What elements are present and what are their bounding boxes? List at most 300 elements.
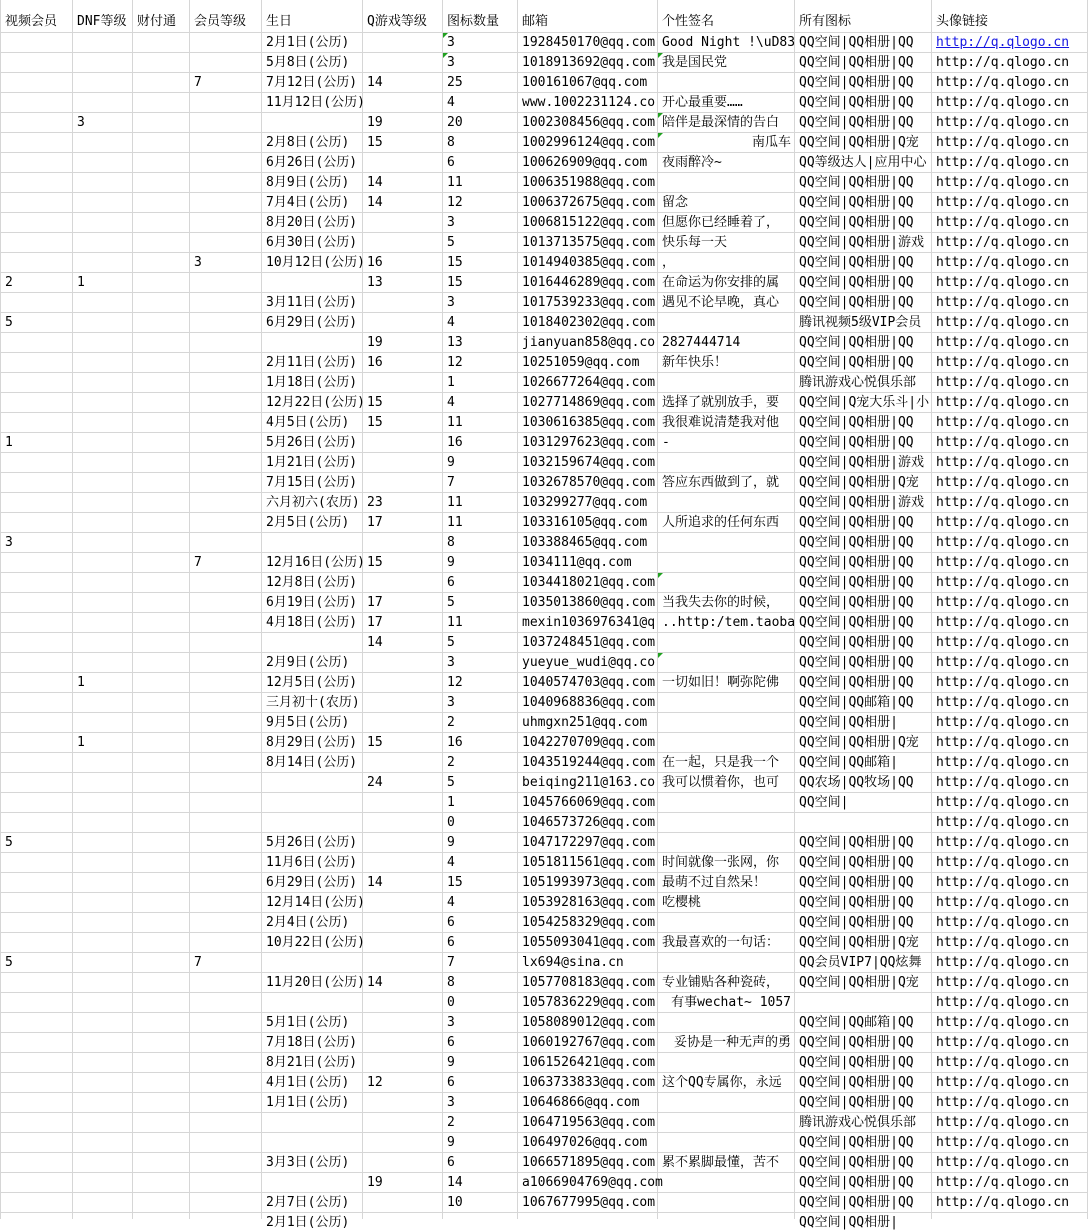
cell-member-level[interactable]: [190, 853, 262, 873]
cell-qgame-level[interactable]: [363, 1193, 443, 1213]
cell-qgame-level[interactable]: [363, 933, 443, 953]
avatar-hyperlink[interactable]: http://q.qlogo.cn: [932, 33, 1088, 53]
cell-all-icons[interactable]: QQ空间|QQ相册|QQ: [795, 873, 932, 893]
cell-dnf-level[interactable]: 3: [73, 113, 133, 133]
cell-avatar-link[interactable]: http://q.qlogo.cn: [932, 913, 1088, 933]
cell-tenpay[interactable]: [133, 533, 190, 553]
cell-dnf-level[interactable]: [73, 613, 133, 633]
cell-birthday[interactable]: [262, 773, 363, 793]
cell-icon-count[interactable]: 3: [443, 213, 518, 233]
cell-video-vip[interactable]: [0, 993, 73, 1013]
cell-video-vip[interactable]: [0, 133, 73, 153]
cell-dnf-level[interactable]: 1: [73, 673, 133, 693]
cell-signature[interactable]: [658, 1013, 795, 1033]
cell-video-vip[interactable]: 1: [0, 433, 73, 453]
cell-email[interactable]: 1013713575@qq.com: [518, 233, 658, 253]
cell-avatar-link[interactable]: http://q.qlogo.cn: [932, 493, 1088, 513]
cell-qgame-level[interactable]: [363, 673, 443, 693]
cell-email[interactable]: jianyuan858@qq.co: [518, 333, 658, 353]
cell-email[interactable]: 1035013860@qq.com: [518, 593, 658, 613]
cell-dnf-level[interactable]: 1: [73, 273, 133, 293]
cell-dnf-level[interactable]: [73, 833, 133, 853]
cell-all-icons[interactable]: 腾讯游戏心悦俱乐部: [795, 1113, 932, 1133]
cell-all-icons[interactable]: 腾讯视频5级VIP会员: [795, 313, 932, 333]
cell-email[interactable]: 1006372675@qq.com: [518, 193, 658, 213]
cell-dnf-level[interactable]: [73, 1013, 133, 1033]
cell-all-icons[interactable]: QQ空间|QQ相册|: [795, 713, 932, 733]
cell-birthday[interactable]: 1月18日(公历): [262, 373, 363, 393]
cell-dnf-level[interactable]: [73, 653, 133, 673]
cell-member-level[interactable]: 7: [190, 553, 262, 573]
cell-qgame-level[interactable]: [363, 373, 443, 393]
cell-member-level[interactable]: [190, 173, 262, 193]
cell-dnf-level[interactable]: [73, 373, 133, 393]
cell-all-icons[interactable]: QQ空间|QQ相册|QQ: [795, 333, 932, 353]
cell-email[interactable]: 1051993973@qq.com: [518, 873, 658, 893]
cell-video-vip[interactable]: [0, 893, 73, 913]
cell-email[interactable]: 1058089012@qq.com: [518, 1013, 658, 1033]
cell-tenpay[interactable]: [133, 593, 190, 613]
cell-tenpay[interactable]: [133, 953, 190, 973]
cell-all-icons[interactable]: QQ空间|QQ相册|QQ: [795, 93, 932, 113]
cell-email[interactable]: 1047172297@qq.com: [518, 833, 658, 853]
cell-birthday[interactable]: 10月22日(公历): [262, 933, 363, 953]
cell-dnf-level[interactable]: [73, 633, 133, 653]
cell-email[interactable]: 1037248451@qq.com: [518, 633, 658, 653]
cell-dnf-level[interactable]: [73, 53, 133, 73]
cell-signature[interactable]: 有事wechat~ 1057: [658, 993, 795, 1013]
cell-avatar-link[interactable]: http://q.qlogo.cn: [932, 753, 1088, 773]
cell-qgame-level[interactable]: [363, 153, 443, 173]
cell-email[interactable]: 1040574703@qq.com: [518, 673, 658, 693]
cell-tenpay[interactable]: [133, 1133, 190, 1153]
cell-signature[interactable]: [658, 573, 795, 593]
cell-birthday[interactable]: [262, 1113, 363, 1133]
cell-member-level[interactable]: [190, 1113, 262, 1133]
cell-all-icons[interactable]: QQ空间|QQ相册|QQ: [795, 533, 932, 553]
cell-qgame-level[interactable]: [363, 1033, 443, 1053]
cell-birthday[interactable]: 5月26日(公历): [262, 433, 363, 453]
cell-dnf-level[interactable]: [73, 293, 133, 313]
cell-birthday[interactable]: 7月15日(公历): [262, 473, 363, 493]
cell-qgame-level[interactable]: 19: [363, 113, 443, 133]
cell-video-vip[interactable]: [0, 693, 73, 713]
cell-icon-count[interactable]: 12: [443, 673, 518, 693]
cell-qgame-level[interactable]: 12: [363, 1073, 443, 1093]
cell-icon-count[interactable]: 11: [443, 513, 518, 533]
cell-all-icons[interactable]: QQ空间|QQ相册|QQ: [795, 1033, 932, 1053]
cell-signature[interactable]: 这个QQ专属你，永远: [658, 1073, 795, 1093]
cell-qgame-level[interactable]: [363, 833, 443, 853]
cell-email[interactable]: 1046573726@qq.com: [518, 813, 658, 833]
cell-birthday[interactable]: 2月1日(公历): [262, 33, 363, 53]
cell-tenpay[interactable]: [133, 1073, 190, 1093]
cell-all-icons[interactable]: QQ空间|QQ相册|游戏: [795, 233, 932, 253]
cell-birthday[interactable]: 7月4日(公历): [262, 193, 363, 213]
cell-dnf-level[interactable]: [73, 1153, 133, 1173]
column-header-tenpay[interactable]: 财付通: [133, 0, 190, 33]
cell-email[interactable]: 1017539233@qq.com: [518, 293, 658, 313]
cell-avatar-link[interactable]: http://q.qlogo.cn: [932, 1153, 1088, 1173]
cell-tenpay[interactable]: [133, 1053, 190, 1073]
cell-all-icons[interactable]: QQ空间|QQ相册|QQ: [795, 673, 932, 693]
cell-avatar-link[interactable]: http://q.qlogo.cn: [932, 733, 1088, 753]
cell-all-icons[interactable]: [795, 813, 932, 833]
cell-video-vip[interactable]: [0, 53, 73, 73]
cell-video-vip[interactable]: [0, 873, 73, 893]
cell-qgame-level[interactable]: [363, 813, 443, 833]
cell-dnf-level[interactable]: [73, 893, 133, 913]
cell-dnf-level[interactable]: [73, 513, 133, 533]
cell-member-level[interactable]: [190, 113, 262, 133]
cell-signature[interactable]: [658, 173, 795, 193]
cell-icon-count[interactable]: 3: [443, 693, 518, 713]
cell-signature[interactable]: [658, 813, 795, 833]
cell-avatar-link[interactable]: http://q.qlogo.cn: [932, 1053, 1088, 1073]
cell-icon-count[interactable]: 9: [443, 453, 518, 473]
cell-signature[interactable]: 累不累脚最懂，苦不: [658, 1153, 795, 1173]
cell-dnf-level[interactable]: [73, 853, 133, 873]
cell-avatar-link[interactable]: http://q.qlogo.cn: [932, 573, 1088, 593]
cell-email[interactable]: 1057708183@qq.com: [518, 973, 658, 993]
cell-signature[interactable]: 选择了就别放手，要: [658, 393, 795, 413]
cell-icon-count[interactable]: 6: [443, 573, 518, 593]
cell-icon-count[interactable]: 2: [443, 753, 518, 773]
cell-email[interactable]: 1064719563@qq.com: [518, 1113, 658, 1133]
cell-qgame-level[interactable]: 15: [363, 553, 443, 573]
cell-email[interactable]: 1030616385@qq.com: [518, 413, 658, 433]
cell-dnf-level[interactable]: [73, 753, 133, 773]
cell-birthday[interactable]: 6月26日(公历): [262, 153, 363, 173]
cell-member-level[interactable]: [190, 1153, 262, 1173]
cell-signature[interactable]: 新年快乐！: [658, 353, 795, 373]
cell-tenpay[interactable]: [133, 853, 190, 873]
cell-avatar-link[interactable]: http://q.qlogo.cn: [932, 353, 1088, 373]
cell-video-vip[interactable]: [0, 553, 73, 573]
cell-signature[interactable]: [658, 1133, 795, 1153]
cell-avatar-link[interactable]: http://q.qlogo.cn: [932, 1173, 1088, 1193]
cell-video-vip[interactable]: 5: [0, 313, 73, 333]
cell-avatar-link[interactable]: http://q.qlogo.cn: [932, 73, 1088, 93]
cell-dnf-level[interactable]: [73, 153, 133, 173]
cell-all-icons[interactable]: QQ空间|QQ邮箱|QQ: [795, 1013, 932, 1033]
cell-birthday[interactable]: 11月6日(公历): [262, 853, 363, 873]
cell-icon-count[interactable]: 0: [443, 813, 518, 833]
cell-video-vip[interactable]: [0, 1113, 73, 1133]
cell-member-level[interactable]: [190, 193, 262, 213]
cell-icon-count[interactable]: 9: [443, 1133, 518, 1153]
cell-signature[interactable]: 但愿你已经睡着了，: [658, 213, 795, 233]
cell-qgame-level[interactable]: [363, 533, 443, 553]
cell-member-level[interactable]: [190, 133, 262, 153]
cell-tenpay[interactable]: [133, 1033, 190, 1053]
cell-signature[interactable]: 陪伴是最深情的告白: [658, 113, 795, 133]
cell-icon-count[interactable]: 6: [443, 1153, 518, 1173]
cell-qgame-level[interactable]: [363, 713, 443, 733]
cell-all-icons[interactable]: QQ空间|QQ相册|QQ: [795, 73, 932, 93]
cell-tenpay[interactable]: [133, 553, 190, 573]
cell-avatar-link[interactable]: http://q.qlogo.cn: [932, 993, 1088, 1013]
cell-icon-count[interactable]: 8: [443, 533, 518, 553]
cell-all-icons[interactable]: QQ空间|QQ相册|QQ: [795, 893, 932, 913]
cell-signature[interactable]: 一切如旧！啊弥陀佛: [658, 673, 795, 693]
cell-video-vip[interactable]: [0, 193, 73, 213]
cell-email[interactable]: 1066571895@qq.com: [518, 1153, 658, 1173]
cell-qgame-level[interactable]: 16: [363, 353, 443, 373]
column-header-all-icons[interactable]: 所有图标: [795, 0, 932, 33]
cell-qgame-level[interactable]: [363, 653, 443, 673]
cell-tenpay[interactable]: [133, 153, 190, 173]
cell-birthday[interactable]: 5月26日(公历): [262, 833, 363, 853]
cell-tenpay[interactable]: [133, 433, 190, 453]
cell-signature[interactable]: [658, 913, 795, 933]
cell-all-icons[interactable]: [795, 993, 932, 1013]
cell-all-icons[interactable]: QQ空间|: [795, 793, 932, 813]
cell-avatar-link[interactable]: http://q.qlogo.cn: [932, 233, 1088, 253]
cell-all-icons[interactable]: QQ空间|QQ相册|QQ: [795, 1173, 932, 1193]
cell-member-level[interactable]: [190, 33, 262, 53]
cell-tenpay[interactable]: [133, 693, 190, 713]
cell-video-vip[interactable]: [0, 633, 73, 653]
cell-email[interactable]: 1018402302@qq.com: [518, 313, 658, 333]
cell-member-level[interactable]: [190, 713, 262, 733]
cell-signature[interactable]: 最萌不过自然呆！: [658, 873, 795, 893]
cell-tenpay[interactable]: [133, 1193, 190, 1213]
cell-email[interactable]: 1040968836@qq.com: [518, 693, 658, 713]
cell-member-level[interactable]: [190, 833, 262, 853]
cell-tenpay[interactable]: [133, 253, 190, 273]
cell-birthday[interactable]: 12月16日(公历): [262, 553, 363, 573]
cell-member-level[interactable]: [190, 593, 262, 613]
cell-birthday[interactable]: 12月8日(公历): [262, 573, 363, 593]
cell-icon-count[interactable]: 4: [443, 93, 518, 113]
cell-signature[interactable]: 当我失去你的时候，: [658, 593, 795, 613]
cell-signature[interactable]: 妥协是一种无声的勇: [658, 1033, 795, 1053]
cell-avatar-link[interactable]: http://q.qlogo.cn: [932, 113, 1088, 133]
cell-dnf-level[interactable]: [73, 453, 133, 473]
cell-icon-count[interactable]: 4: [443, 393, 518, 413]
cell-member-level[interactable]: [190, 453, 262, 473]
cell-video-vip[interactable]: [0, 393, 73, 413]
cell-avatar-link[interactable]: http://q.qlogo.cn: [932, 633, 1088, 653]
cell-tenpay[interactable]: [133, 633, 190, 653]
cell-member-level[interactable]: [190, 1013, 262, 1033]
cell-avatar-link[interactable]: http://q.qlogo.cn: [932, 93, 1088, 113]
cell-dnf-level[interactable]: [73, 433, 133, 453]
cell-icon-count[interactable]: 11: [443, 613, 518, 633]
cell-video-vip[interactable]: [0, 913, 73, 933]
cell-icon-count[interactable]: 9: [443, 1053, 518, 1073]
cell-dnf-level[interactable]: [73, 713, 133, 733]
cell-email[interactable]: beiqing211@163.co: [518, 773, 658, 793]
cell-email[interactable]: 1006351988@qq.com: [518, 173, 658, 193]
cell-icon-count[interactable]: 6: [443, 933, 518, 953]
cell-avatar-link[interactable]: http://q.qlogo.cn: [932, 333, 1088, 353]
cell-avatar-link[interactable]: http://q.qlogo.cn: [932, 1113, 1088, 1133]
cell-all-icons[interactable]: QQ农场|QQ牧场|QQ: [795, 773, 932, 793]
cell-email[interactable]: yueyue_wudi@qq.co: [518, 653, 658, 673]
cell-all-icons[interactable]: QQ空间|QQ相册|QQ: [795, 613, 932, 633]
cell-tenpay[interactable]: [133, 1213, 190, 1219]
cell-tenpay[interactable]: [133, 773, 190, 793]
cell-avatar-link[interactable]: http://q.qlogo.cn: [932, 513, 1088, 533]
cell-qgame-level[interactable]: 16: [363, 253, 443, 273]
cell-qgame-level[interactable]: [363, 213, 443, 233]
column-header-icon-count[interactable]: 图标数量: [443, 0, 518, 33]
cell-email[interactable]: 1057836229@qq.com: [518, 993, 658, 1013]
cell-member-level[interactable]: [190, 373, 262, 393]
cell-email[interactable]: 1055093041@qq.com: [518, 933, 658, 953]
cell-icon-count[interactable]: 15: [443, 873, 518, 893]
cell-signature[interactable]: 2827444714: [658, 333, 795, 353]
cell-all-icons[interactable]: QQ空间|QQ相册|游戏: [795, 453, 932, 473]
cell-member-level[interactable]: [190, 433, 262, 453]
cell-tenpay[interactable]: [133, 353, 190, 373]
cell-dnf-level[interactable]: [73, 473, 133, 493]
cell-dnf-level[interactable]: [73, 493, 133, 513]
cell-email[interactable]: 1053928163@qq.com: [518, 893, 658, 913]
cell-signature[interactable]: [658, 833, 795, 853]
cell-member-level[interactable]: [190, 973, 262, 993]
cell-icon-count[interactable]: 6: [443, 1073, 518, 1093]
cell-dnf-level[interactable]: [73, 1073, 133, 1093]
cell-video-vip[interactable]: [0, 613, 73, 633]
cell-signature[interactable]: 我可以惯着你，也可: [658, 773, 795, 793]
cell-email[interactable]: 1061526421@qq.com: [518, 1053, 658, 1073]
cell-dnf-level[interactable]: [73, 1193, 133, 1213]
cell-signature[interactable]: 答应东西做到了，就: [658, 473, 795, 493]
cell-member-level[interactable]: [190, 1053, 262, 1073]
cell-tenpay[interactable]: [133, 893, 190, 913]
cell-qgame-level[interactable]: 17: [363, 513, 443, 533]
cell-email[interactable]: mexin1036976341@q: [518, 613, 658, 633]
cell-icon-count[interactable]: 1: [443, 793, 518, 813]
cell-qgame-level[interactable]: 14: [363, 173, 443, 193]
cell-email[interactable]: 1928450170@qq.com: [518, 33, 658, 53]
cell-member-level[interactable]: [190, 1213, 262, 1219]
cell-member-level[interactable]: [190, 533, 262, 553]
cell-icon-count[interactable]: 1: [443, 373, 518, 393]
cell-avatar-link[interactable]: http://q.qlogo.cn: [932, 693, 1088, 713]
cell-signature[interactable]: 吃樱桃: [658, 893, 795, 913]
cell-signature[interactable]: [658, 1113, 795, 1133]
cell-qgame-level[interactable]: [363, 993, 443, 1013]
cell-video-vip[interactable]: [0, 173, 73, 193]
cell-video-vip[interactable]: [0, 373, 73, 393]
cell-member-level[interactable]: [190, 873, 262, 893]
cell-video-vip[interactable]: [0, 1073, 73, 1093]
cell-all-icons[interactable]: QQ空间|QQ相册|QQ: [795, 33, 932, 53]
cell-signature[interactable]: 夜雨醉冷~: [658, 153, 795, 173]
cell-signature[interactable]: ..http:/tem.taoba: [658, 613, 795, 633]
cell-email[interactable]: 1043519244@qq.com: [518, 753, 658, 773]
cell-all-icons[interactable]: QQ空间|QQ相册|QQ: [795, 553, 932, 573]
cell-dnf-level[interactable]: [73, 73, 133, 93]
cell-member-level[interactable]: [190, 773, 262, 793]
cell-dnf-level[interactable]: [73, 773, 133, 793]
cell-signature[interactable]: [658, 693, 795, 713]
cell-email[interactable]: 100626909@qq.com: [518, 153, 658, 173]
cell-avatar-link[interactable]: http://q.qlogo.cn: [932, 293, 1088, 313]
cell-email[interactable]: 1042270709@qq.com: [518, 733, 658, 753]
cell-video-vip[interactable]: [0, 733, 73, 753]
cell-member-level[interactable]: [190, 613, 262, 633]
cell-avatar-link[interactable]: http://q.qlogo.cn: [932, 473, 1088, 493]
cell-birthday[interactable]: 8月14日(公历): [262, 753, 363, 773]
cell-qgame-level[interactable]: 14: [363, 633, 443, 653]
cell-video-vip[interactable]: [0, 513, 73, 533]
cell-signature[interactable]: 留念: [658, 193, 795, 213]
cell-icon-count[interactable]: 4: [443, 313, 518, 333]
cell-birthday[interactable]: [262, 113, 363, 133]
cell-video-vip[interactable]: [0, 973, 73, 993]
cell-tenpay[interactable]: [133, 73, 190, 93]
cell-video-vip[interactable]: 3: [0, 533, 73, 553]
cell-video-vip[interactable]: [0, 1133, 73, 1153]
cell-tenpay[interactable]: [133, 653, 190, 673]
cell-icon-count[interactable]: 6: [443, 913, 518, 933]
cell-video-vip[interactable]: [0, 933, 73, 953]
cell-birthday[interactable]: 2月8日(公历): [262, 133, 363, 153]
cell-tenpay[interactable]: [133, 473, 190, 493]
cell-email[interactable]: 1034418021@qq.com: [518, 573, 658, 593]
cell-email[interactable]: www.1002231124.co: [518, 93, 658, 113]
cell-tenpay[interactable]: [133, 133, 190, 153]
cell-member-level[interactable]: [190, 1073, 262, 1093]
cell-tenpay[interactable]: [133, 213, 190, 233]
cell-qgame-level[interactable]: 14: [363, 193, 443, 213]
cell-tenpay[interactable]: [133, 1093, 190, 1113]
cell-icon-count[interactable]: 5: [443, 633, 518, 653]
cell-icon-count[interactable]: 12: [443, 193, 518, 213]
cell-all-icons[interactable]: QQ空间|QQ相册|游戏: [795, 493, 932, 513]
cell-signature[interactable]: 遇见不论早晚，真心: [658, 293, 795, 313]
cell-birthday[interactable]: 5月1日(公历): [262, 1013, 363, 1033]
cell-icon-count[interactable]: 14: [443, 1173, 518, 1193]
cell-birthday[interactable]: 10月12日(公历): [262, 253, 363, 273]
cell-icon-count[interactable]: 5: [443, 593, 518, 613]
cell-qgame-level[interactable]: [363, 693, 443, 713]
cell-member-level[interactable]: [190, 913, 262, 933]
cell-icon-count[interactable]: 16: [443, 733, 518, 753]
cell-member-level[interactable]: [190, 473, 262, 493]
cell-video-vip[interactable]: [0, 1193, 73, 1213]
cell-tenpay[interactable]: [133, 753, 190, 773]
cell-member-level[interactable]: [190, 933, 262, 953]
cell-avatar-link[interactable]: http://q.qlogo.cn: [932, 313, 1088, 333]
cell-icon-count[interactable]: 12: [443, 353, 518, 373]
cell-signature[interactable]: [658, 1093, 795, 1113]
cell-all-icons[interactable]: QQ空间|QQ相册|QQ: [795, 213, 932, 233]
cell-member-level[interactable]: [190, 1093, 262, 1113]
cell-signature[interactable]: [658, 493, 795, 513]
cell-tenpay[interactable]: [133, 813, 190, 833]
cell-birthday[interactable]: 六月初六(农历): [262, 493, 363, 513]
cell-signature[interactable]: [658, 533, 795, 553]
cell-qgame-level[interactable]: [363, 953, 443, 973]
cell-avatar-link[interactable]: http://q.qlogo.cn: [932, 793, 1088, 813]
cell-dnf-level[interactable]: [73, 573, 133, 593]
cell-birthday[interactable]: [262, 273, 363, 293]
cell-qgame-level[interactable]: [363, 853, 443, 873]
cell-avatar-link[interactable]: http://q.qlogo.cn: [932, 533, 1088, 553]
cell-email[interactable]: 1016446289@qq.com: [518, 273, 658, 293]
cell-email[interactable]: 1031297623@qq.com: [518, 433, 658, 453]
cell-birthday[interactable]: 4月1日(公历): [262, 1073, 363, 1093]
cell-video-vip[interactable]: [0, 1153, 73, 1173]
cell-member-level[interactable]: [190, 353, 262, 373]
cell-icon-count[interactable]: 3: [443, 1013, 518, 1033]
